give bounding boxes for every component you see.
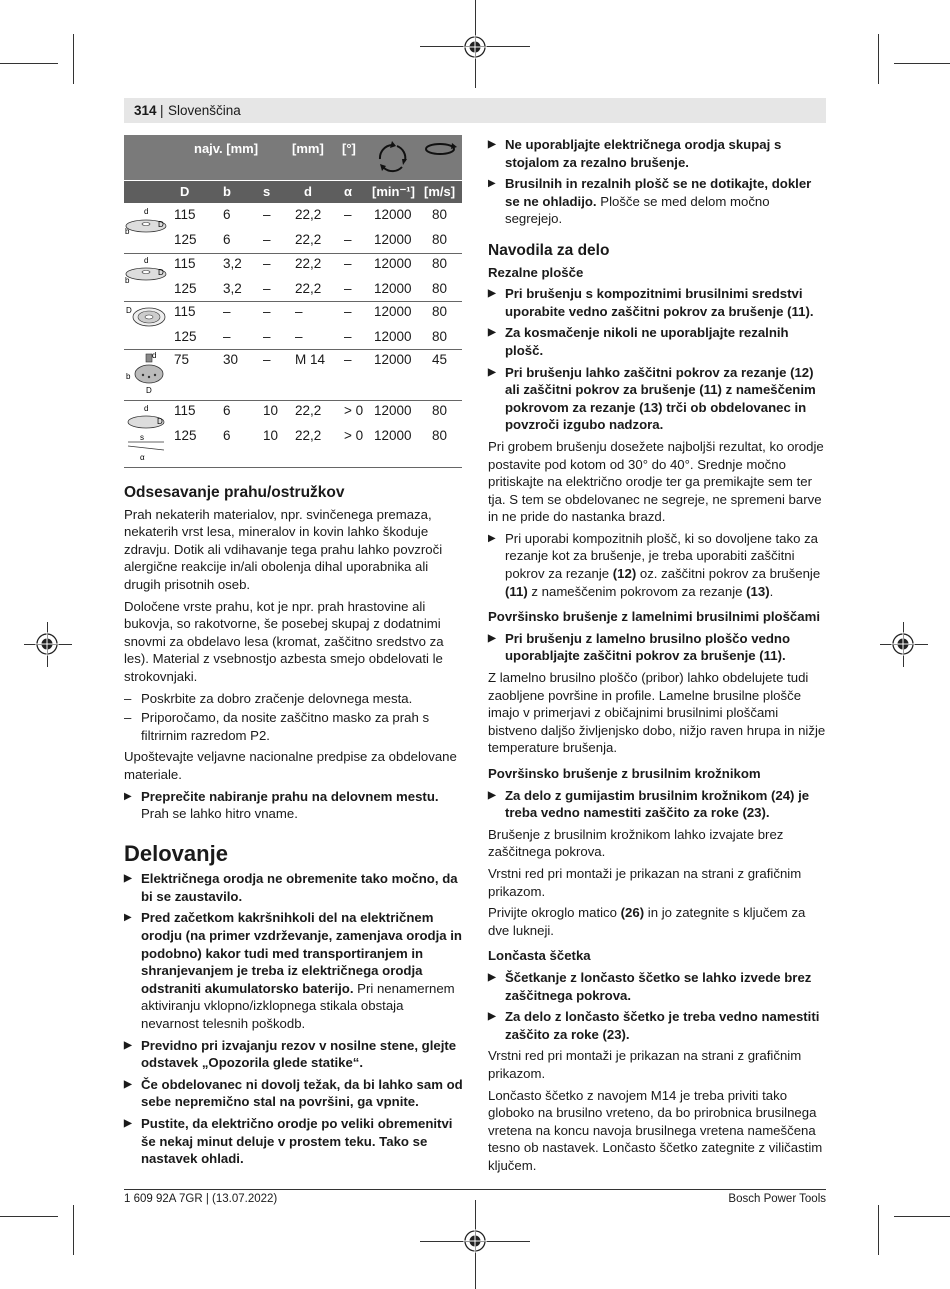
svg-text:D: D: [157, 417, 163, 426]
table-cell: 80: [432, 428, 448, 443]
table-cell: 22,2: [295, 232, 322, 247]
table-row: [0, 403, 462, 427]
warning-item: ▶ Pri brušenju s kompozitnimi brusilnimi sredstvi uporabite vedno zaščitni pokrov za brušenje (11).: [488, 285, 828, 320]
table-cell: 30: [223, 352, 239, 367]
table-divider: [124, 349, 462, 350]
paragraph: Vrstni red pri montaži je prikazan na strani z grafičnim prikazom.: [488, 865, 802, 899]
section-title-operation: Delovanje: [124, 840, 228, 866]
table-cell: 10: [263, 428, 279, 443]
table-cell: –: [344, 304, 352, 319]
table-cell: –: [344, 329, 352, 344]
table-sub-header: D b s d α [min⁻¹] [m/s]: [124, 181, 462, 203]
table-cell: 12000: [374, 329, 412, 344]
table-cell: 125: [174, 428, 197, 443]
table-cell: 3,2: [223, 281, 242, 296]
table-cell: –: [344, 232, 352, 247]
table-cell: 12000: [374, 352, 412, 367]
paragraph: Brušenje z brusilnim krožnikom lahko izvajate brez zaščitnega pokrova.: [488, 826, 784, 860]
page-header: 314 | Slovenščina: [124, 98, 826, 123]
table-cell: –: [263, 232, 271, 247]
subsection-title: Površinsko brušenje z brusilnim krožnikom: [488, 766, 761, 781]
subsection-title: Rezalne plošče: [488, 264, 584, 280]
warning-item: ▶ Ne uporabljajte električnega orodja skupaj s stojalom za rezalno brušenje.: [488, 136, 828, 171]
table-cell: 6: [223, 428, 231, 443]
warning-item: ▶ Pri brušenju lahko zaščitni pokrov za rezanje (12) ali zaščitni pokrov za brušenje (11) z nameščenim pokrovom za rezanje (13) trči ob obdelovanec in povzroči izgubo nadzora.: [488, 364, 828, 434]
table-cell: 12000: [374, 304, 412, 319]
table-cell: M 14: [295, 352, 326, 367]
table-cell: 22,2: [295, 428, 322, 443]
svg-text:d: d: [144, 256, 149, 265]
table-row: [0, 304, 462, 328]
table-cell: 80: [432, 256, 448, 271]
table-cell: –: [263, 256, 271, 271]
svg-text:b: b: [125, 227, 130, 236]
instruction-item: ▶ Pri uporabi kompozitnih plošč, ki so dovoljene tako za rezanje kot za brušenje, je treba uporabiti zaščitni pokrov za rezanje (12) oz. zaščitni pokrov za brušenje (11) z nameščenim pokrovom za rezanje (13).: [488, 530, 828, 600]
subsection-title: Površinsko brušenje z lamelnimi brusilnimi ploščami: [488, 609, 820, 625]
table-cell: 22,2: [295, 281, 322, 296]
table-divider: [124, 301, 462, 302]
registration-target-icon: [463, 1229, 487, 1253]
warning-item: ▶ Previdno pri izvajanju rezov v nosilne stene, glejte odstavek „Opozorila glede statike“.: [124, 1037, 464, 1072]
table-cell: 75: [174, 352, 190, 367]
paragraph: Vrstni red pri montaži je prikazan na strani z grafičnim prikazom.: [488, 1048, 802, 1081]
table-cell: –: [344, 207, 352, 222]
paragraph: Prah nekaterih materialov, npr. svinčenega premaza, nekaterih vrst lesa, mineralov in kovin lahko škoduje zdravju. Dotik ali vdihavanje tega prahu lahko povzroči alergične reakcije in/ali obolenja dihal uporabnika ali drugih prisotnih oseb.: [124, 506, 443, 592]
paragraph: Privijte okroglo matico (26) in jo zategnite s ključem za dve lukneji.: [488, 905, 806, 938]
paragraph: Z lamelno brusilno ploščo (pribor) lahko obdelujete tudi zaobljene površine in profile. Lamelne brusilne plošče imajo v primerjavi z običajnimi brusilnimi ploščami bistveno daljšo življenjsko dobo, nižjo raven hrupa in nižje temperature brušenja.: [488, 670, 826, 756]
table-cell: –: [344, 281, 352, 296]
cutting-disc-icon: [124, 256, 168, 286]
svg-text:D: D: [146, 386, 152, 395]
table-cell: 45: [432, 352, 448, 367]
table-cell: –: [263, 207, 271, 222]
cup-brush-icon: [124, 350, 168, 396]
table-cell: 115: [174, 207, 196, 222]
left-column: [124, 484, 464, 1172]
page-footer: [124, 1189, 826, 1205]
table-cell: 80: [432, 281, 448, 296]
table-cell: –: [295, 329, 303, 344]
svg-text:s: s: [140, 433, 144, 442]
warning-item: ▶ Če obdelovanec ni dovolj težak, da bi lahko sam od sebe nepremično stal na površini, ga vpnite.: [124, 1076, 464, 1111]
dash-item: – Poskrbite za dobro zračenje delovnega mesta.: [124, 690, 464, 708]
table-divider: [124, 253, 462, 254]
table-top-header: najv. [mm] [mm] [°]: [124, 135, 462, 180]
registration-target-icon: [35, 632, 59, 656]
sanding-plate-icon: [124, 402, 168, 464]
warning-item: ▶ Za delo z gumijastim brusilnim krožnikom (24) je treba vedno namestiti zaščito za roke (23).: [488, 787, 828, 822]
table-cell: –: [295, 304, 303, 319]
table-cell: 6: [223, 403, 231, 418]
svg-text:b: b: [125, 276, 130, 285]
footer-doc-id: 1 609 92A 7GR | (13.07.2022): [124, 1193, 278, 1205]
table-cell: 12000: [374, 281, 412, 296]
table-cell: –: [344, 256, 352, 271]
table-cell: 12000: [374, 403, 412, 418]
table-cell: 10: [263, 403, 279, 418]
paragraph: Pri grobem brušenju dosežete najboljši rezultat, ko orodje postavite pod kotom od 30° do 40°. Srednje močno pritiskajte na električno orodje ter ga premikajte sem ter tja. S tem se obdelovanec ne segreje, ne spremeni barve in ne pride do nastanka brazd.: [488, 438, 824, 525]
table-cell: 6: [223, 232, 231, 247]
warning-item: ▶ Pustite, da električno orodje po veliki obremenitvi še nekaj minut deluje v prostem teku. Tako se nastavek ohladi.: [124, 1115, 464, 1168]
table-cell: 80: [432, 207, 448, 222]
table-cell: 22,2: [295, 403, 322, 418]
warning-item: ▶ Preprečite nabiranje prahu na delovnem mestu. Prah se lahko hitro vname.: [124, 788, 464, 823]
table-cell: 80: [432, 232, 448, 247]
table-cell: 80: [432, 329, 448, 344]
table-cell: 125: [174, 232, 197, 247]
table-cell: 12000: [374, 256, 412, 271]
table-cell: 12000: [374, 232, 412, 247]
table-divider: [124, 400, 462, 401]
subsection-title: Lončasta ščetka: [488, 948, 591, 964]
table-cell: 12000: [374, 207, 412, 222]
section-title-work: Navodila za delo: [488, 241, 610, 259]
svg-text:α: α: [140, 453, 145, 462]
svg-text:d: d: [152, 351, 157, 360]
table-cell: 80: [432, 304, 448, 319]
section-title-dust: Odsesavanje prahu/ostružkov: [124, 484, 345, 501]
table-row: [0, 428, 462, 452]
grinding-disc-icon: [124, 206, 168, 236]
svg-text:D: D: [158, 268, 164, 277]
table-cell: 22,2: [295, 256, 322, 271]
table-cell: 12000: [374, 428, 412, 443]
svg-text:D: D: [126, 306, 132, 315]
table-cell: –: [344, 352, 352, 367]
table-cell: 115: [174, 256, 196, 271]
table-cell: –: [263, 304, 271, 319]
right-column: [488, 136, 828, 1178]
page-number: 314: [134, 103, 157, 118]
table-cell: > 0: [344, 403, 364, 418]
flap-disc-icon: [124, 303, 168, 333]
svg-text:D: D: [158, 220, 164, 229]
paragraph: Lončasto ščetko z navojem M14 je treba priviti tako globoko na brusilno vreteno, da bo prirobnica brusilnega vretena na koncu navoja brusilnega vretena nameščena tesno ob nastavek. Lončasto ščetko zategnite z viličastim ključem.: [488, 1087, 823, 1173]
paragraph: Upoštevajte veljavne nacionalne predpise za obdelovane materiale.: [124, 749, 457, 782]
page-language: Slovenščina: [168, 103, 241, 118]
registration-target-icon: [463, 35, 487, 59]
table-cell: 115: [174, 403, 196, 418]
registration-target-icon: [891, 632, 915, 656]
table-cell: > 0: [344, 428, 364, 443]
warning-item: ▶ Ščetkanje z lončasto ščetko se lahko izvede brez zaščitnega pokrova.: [488, 969, 828, 1004]
rotation-speed-icon: [372, 137, 414, 177]
table-row: [0, 207, 462, 231]
table-cell: 125: [174, 329, 197, 344]
warning-item: ▶ Za delo z lončasto ščetko je treba vedno namestiti zaščito za roke (23).: [488, 1008, 828, 1043]
warning-item: ▶ Pred začetkom kakršnihkoli del na električnem orodju (na primer vzdrževanje, zamenjava orodja in podobno) kakor tudi med transportiranjem in shranjevanjem je treba iz električnega orodja odstraniti akumulatorsko baterijo. Pri nenamernem aktiviranju vklopno/izklopnega stikala obstaja nevarnost telesnih poškodb.: [124, 909, 464, 1032]
warning-item: ▶ Pri brušenju z lamelno brusilno ploščo vedno uporabljajte zaščitni pokrov za brušenje (11).: [488, 630, 828, 665]
table-cell: 6: [223, 207, 231, 222]
warning-item: ▶ Brusilnih in rezalnih plošč se ne dotikajte, dokler se ne ohladijo. Plošče se med delom močno segrejejo.: [488, 175, 828, 228]
table-cell: –: [223, 304, 231, 319]
table-cell: –: [263, 329, 271, 344]
svg-text:d: d: [144, 404, 149, 413]
warning-item: ▶ Električnega orodja ne obremenite tako močno, da bi se zaustavilo.: [124, 870, 464, 905]
table-cell: 125: [174, 281, 197, 296]
dash-item: – Priporočamo, da nosite zaščitno masko za prah s filtrirnim razredom P2.: [124, 709, 464, 744]
table-cell: –: [263, 281, 271, 296]
svg-text:d: d: [144, 207, 149, 216]
table-cell: –: [263, 352, 271, 367]
table-cell: 80: [432, 403, 448, 418]
table-divider: [124, 467, 462, 468]
table-row: [0, 256, 462, 280]
table-cell: 3,2: [223, 256, 242, 271]
table-cell: 22,2: [295, 207, 322, 222]
warning-item: ▶ Za kosmačenje nikoli ne uporabljajte rezalnih plošč.: [488, 324, 828, 359]
table-cell: 115: [174, 304, 196, 319]
footer-brand: Bosch Power Tools: [728, 1193, 826, 1205]
paragraph: Določene vrste prahu, kot je npr. prah hrastovine ali bukovja, so rakotvorne, še posebej skupaj z dodatnimi snovmi za obdelavo lesa (kromat, zaščitno sredstvo za les). Material z vsebnostjo azbesta smejo obdelovati le strokovnjaki.: [124, 598, 444, 684]
svg-text:b: b: [126, 372, 131, 381]
table-cell: –: [223, 329, 231, 344]
table-row: [0, 352, 462, 376]
peripheral-speed-icon: [424, 139, 458, 159]
